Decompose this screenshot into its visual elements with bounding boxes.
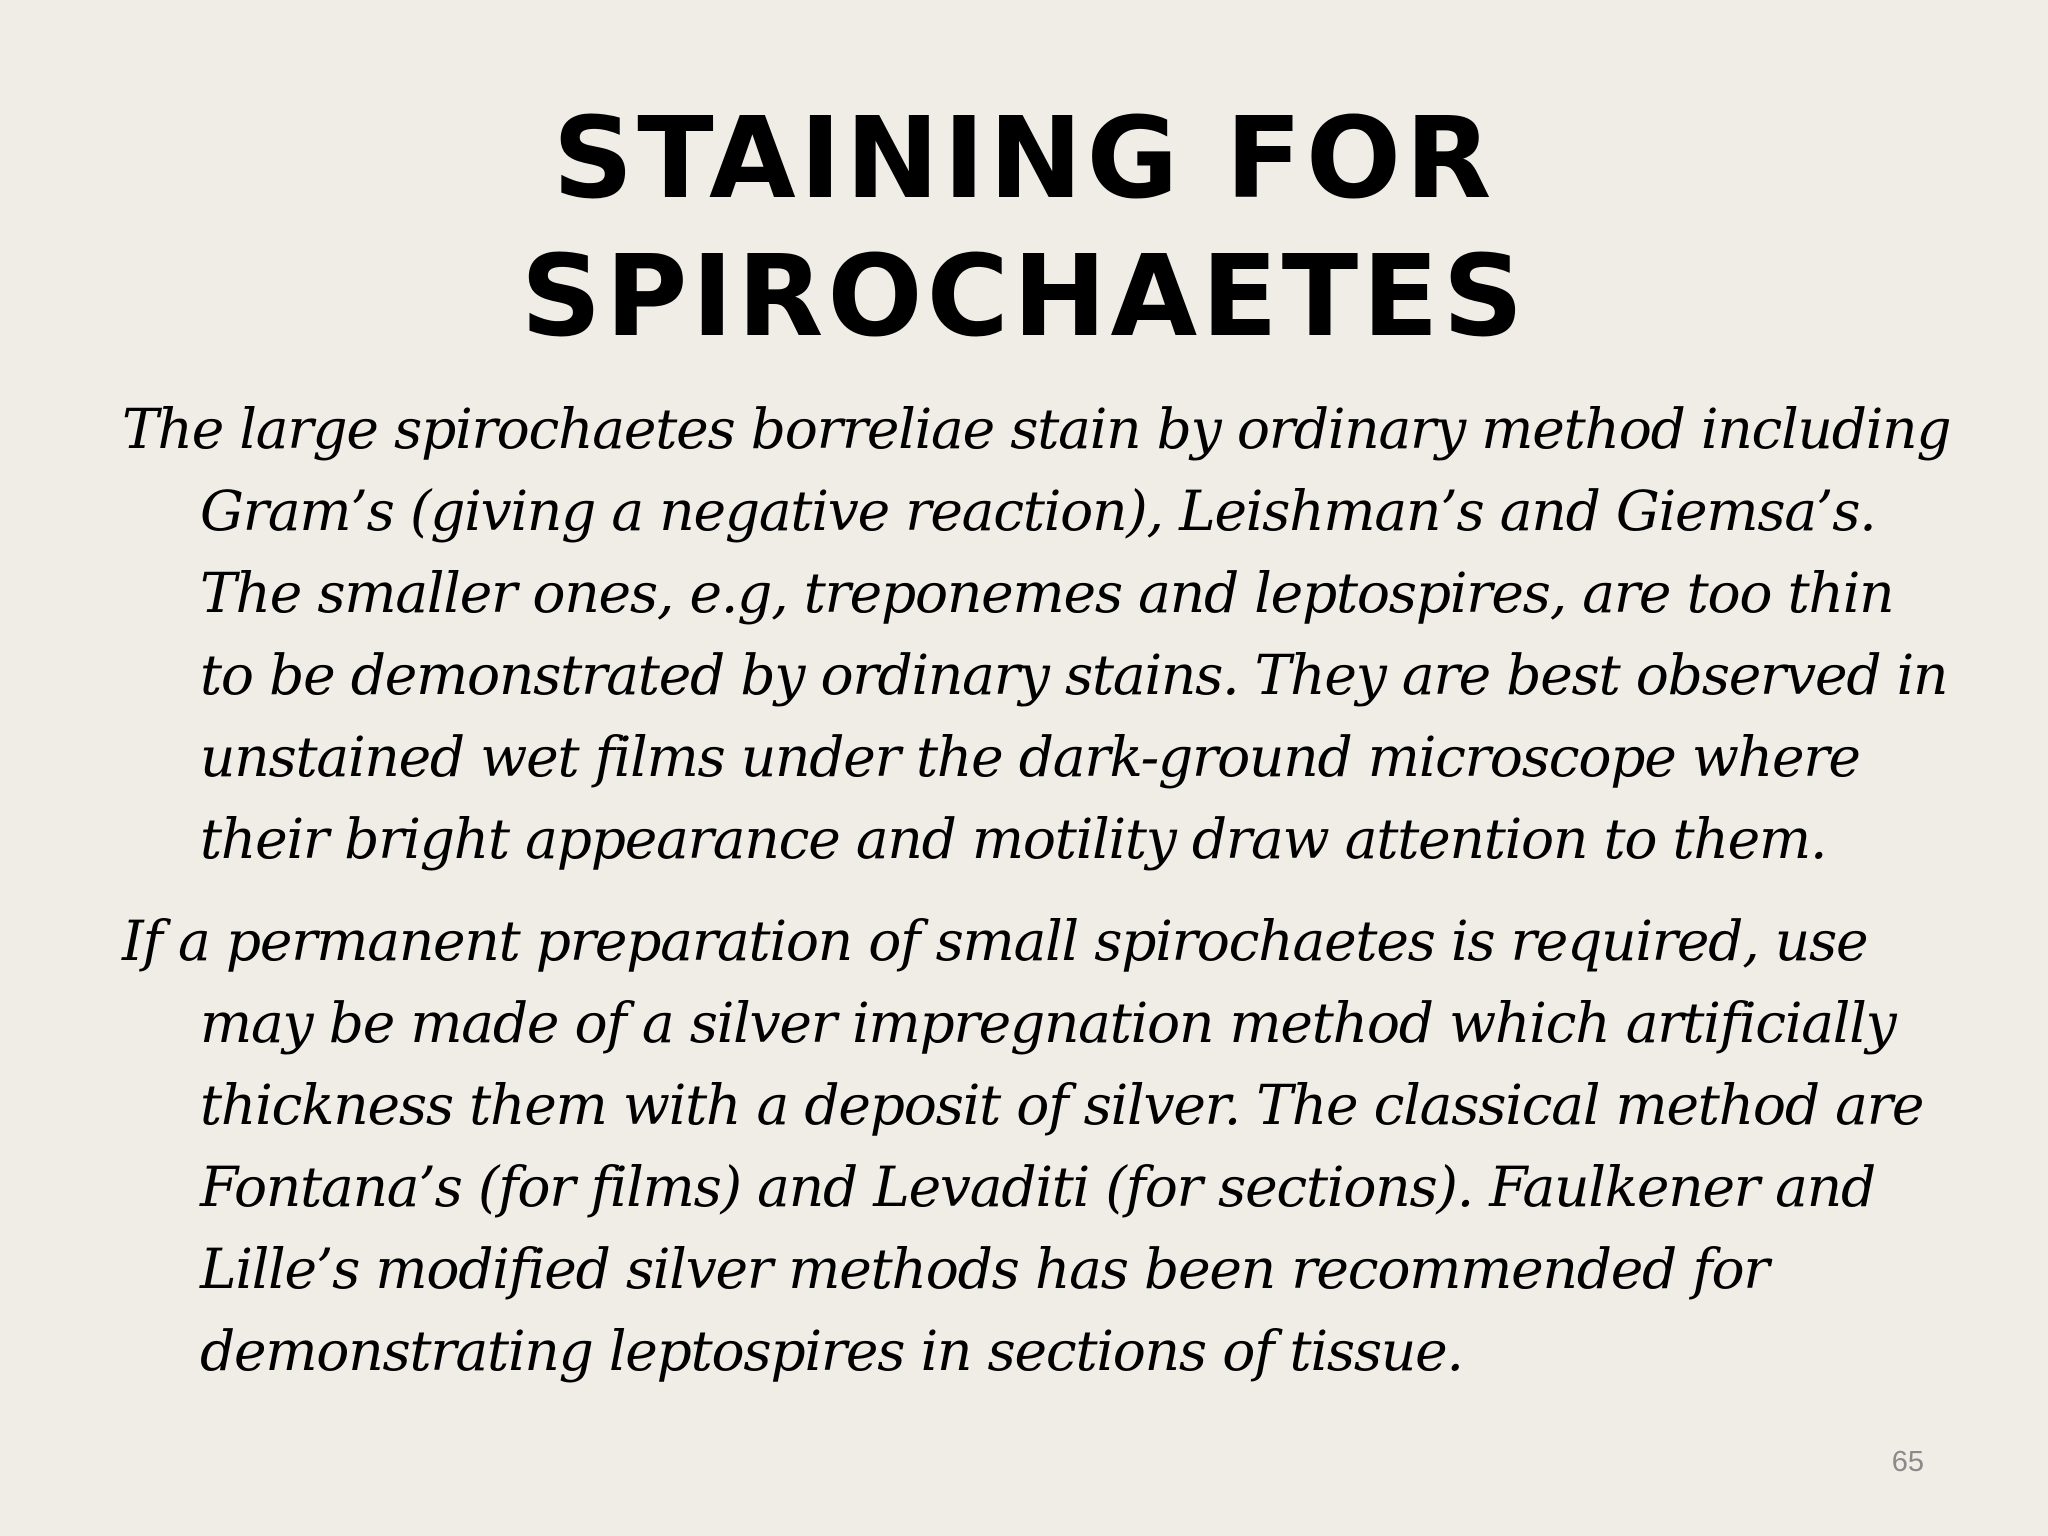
slide-title-line-1: STAINING FOR — [552, 94, 1496, 224]
slide-title-line-2: SPIROCHAETES — [520, 232, 1528, 362]
page-number: 65 — [1891, 1446, 1924, 1478]
body-paragraph-2: If a permanent preparation of small spirochaetes is required, use may be made of a silver impregnation method which artificially thickness them with a deposit of silver. The classical method are Fontana’s (for films) and Levaditi (for sections). Faulkener and Lille’s modified silver methods has been recommended for demonstrating leptospires in sections of tissue. — [122, 909, 1924, 1383]
slide-title — [0, 90, 2048, 366]
slide-body — [122, 388, 1952, 1392]
body-paragraph-1: The large spirochaetes borreliae stain by ordinary method including Gram’s (giving a negative reaction), Leishman’s and Giemsa’s. The smaller ones, e.g, treponemes and leptospires, are too thin to be demonstrated by ordinary stains. They are best observed in unstained wet films under the dark-ground microscope where their bright appearance and motility draw attention to them. — [122, 397, 1951, 871]
